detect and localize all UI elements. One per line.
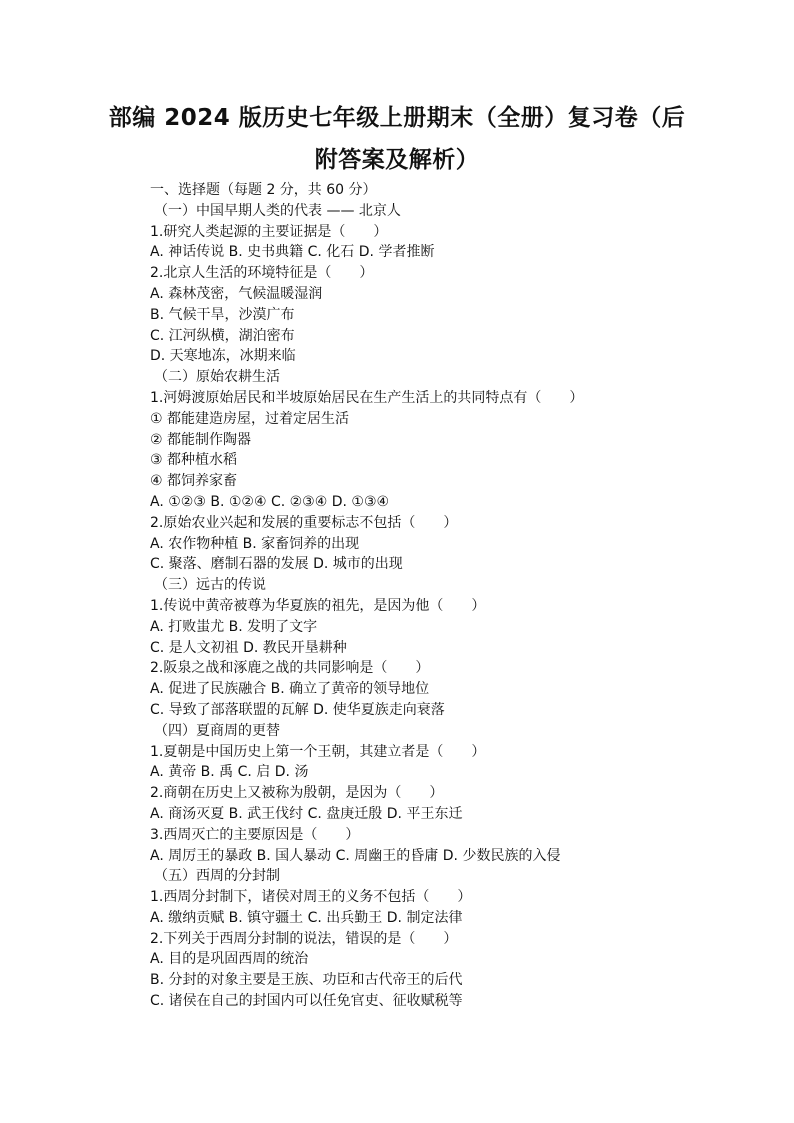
answer-option: ④ 都饲养家畜	[150, 473, 238, 490]
answer-option: A. 黄帝 B. 禹 C. 启 D. 汤	[150, 764, 309, 781]
answer-option: ③ 都种植水稻	[150, 452, 238, 469]
question-stem: 1.研究人类起源的主要证据是（ ）	[150, 223, 388, 240]
section-heading: （二）原始农耕生活	[154, 369, 280, 386]
question-stem: 1.河姆渡原始居民和半坡原始居民在生产生活上的共同特点有（ ）	[150, 389, 584, 406]
answer-option: A. ①②③ B. ①②④ C. ②③④ D. ①③④	[150, 493, 390, 510]
section-heading: （一）中国早期人类的代表 —— 北京人	[154, 202, 401, 219]
answer-option: ① 都能建造房屋，过着定居生活	[150, 410, 350, 427]
answer-option: A. 打败蚩尤 B. 发明了文字	[150, 618, 318, 635]
answer-option: C. 诸侯在自己的封国内可以任免官吏、征收赋税等	[150, 993, 463, 1010]
question-stem: 2.商朝在历史上又被称为殷朝，是因为（ ）	[150, 785, 444, 802]
question-stem: 3.西周灭亡的主要原因是（ ）	[150, 826, 360, 843]
answer-option: C. 聚落、磨制石器的发展 D. 城市的出现	[150, 556, 403, 573]
document-title-line-1: 部编 2024 版历史七年级上册期末（全册）复习卷（后	[108, 105, 686, 131]
question-stem: 2.阪泉之战和涿鹿之战的共同影响是（ ）	[150, 660, 430, 677]
section-intro: 一、选择题（每题 2 分，共 60 分）	[150, 182, 377, 198]
answer-option: C. 导致了部落联盟的瓦解 D. 使华夏族走向衰落	[150, 701, 445, 718]
answer-option: A. 促进了民族融合 B. 确立了黄帝的领导地位	[150, 681, 430, 698]
question-list	[150, 180, 710, 1012]
answer-option: C. 是人文初祖 D. 教民开垦耕种	[150, 639, 347, 656]
question-stem: 2.原始农业兴起和发展的重要标志不包括（ ）	[150, 514, 458, 531]
answer-option: A. 森林茂密，气候温暖湿润	[150, 285, 323, 302]
answer-option: D. 天寒地冻，冰期来临	[150, 348, 296, 365]
question-stem: 1.传说中黄帝被尊为华夏族的祖先，是因为他（ ）	[150, 597, 486, 614]
question-stem: 1.西周分封制下，诸侯对周王的义务不包括（ ）	[150, 889, 472, 906]
answer-option: A. 目的是巩固西周的统治	[150, 951, 309, 968]
answer-option: ② 都能制作陶器	[150, 431, 252, 448]
answer-option: A. 商汤灭夏 B. 武王伐纣 C. 盘庚迁殷 D. 平王东迁	[150, 805, 463, 822]
question-stem: 2.下列关于西周分封制的说法，错误的是（ ）	[150, 930, 458, 947]
section-heading: （五）西周的分封制	[154, 868, 280, 885]
question-stem: 1.夏朝是中国历史上第一个王朝，其建立者是（ ）	[150, 743, 486, 760]
document-title-line-2: 附答案及解析）	[314, 147, 480, 173]
answer-option: C. 江河纵横，湖泊密布	[150, 327, 295, 344]
answer-option: A. 神话传说 B. 史书典籍 C. 化石 D. 学者推断	[150, 244, 435, 261]
answer-option: A. 周厉王的暴政 B. 国人暴动 C. 周幽王的昏庸 D. 少数民族的入侵	[150, 847, 561, 864]
answer-option: B. 分封的对象主要是王族、功臣和古代帝王的后代	[150, 972, 463, 989]
answer-option: B. 气候干旱，沙漠广布	[150, 306, 295, 323]
answer-option: A. 农作物种植 B. 家畜饲养的出现	[150, 535, 360, 552]
section-heading: （四）夏商周的更替	[154, 722, 280, 739]
answer-option: A. 缴纳贡赋 B. 镇守疆土 C. 出兵勤王 D. 制定法律	[150, 909, 463, 926]
section-heading: （三）远古的传说	[154, 577, 266, 594]
question-stem: 2.北京人生活的环境特征是（ ）	[150, 265, 374, 282]
